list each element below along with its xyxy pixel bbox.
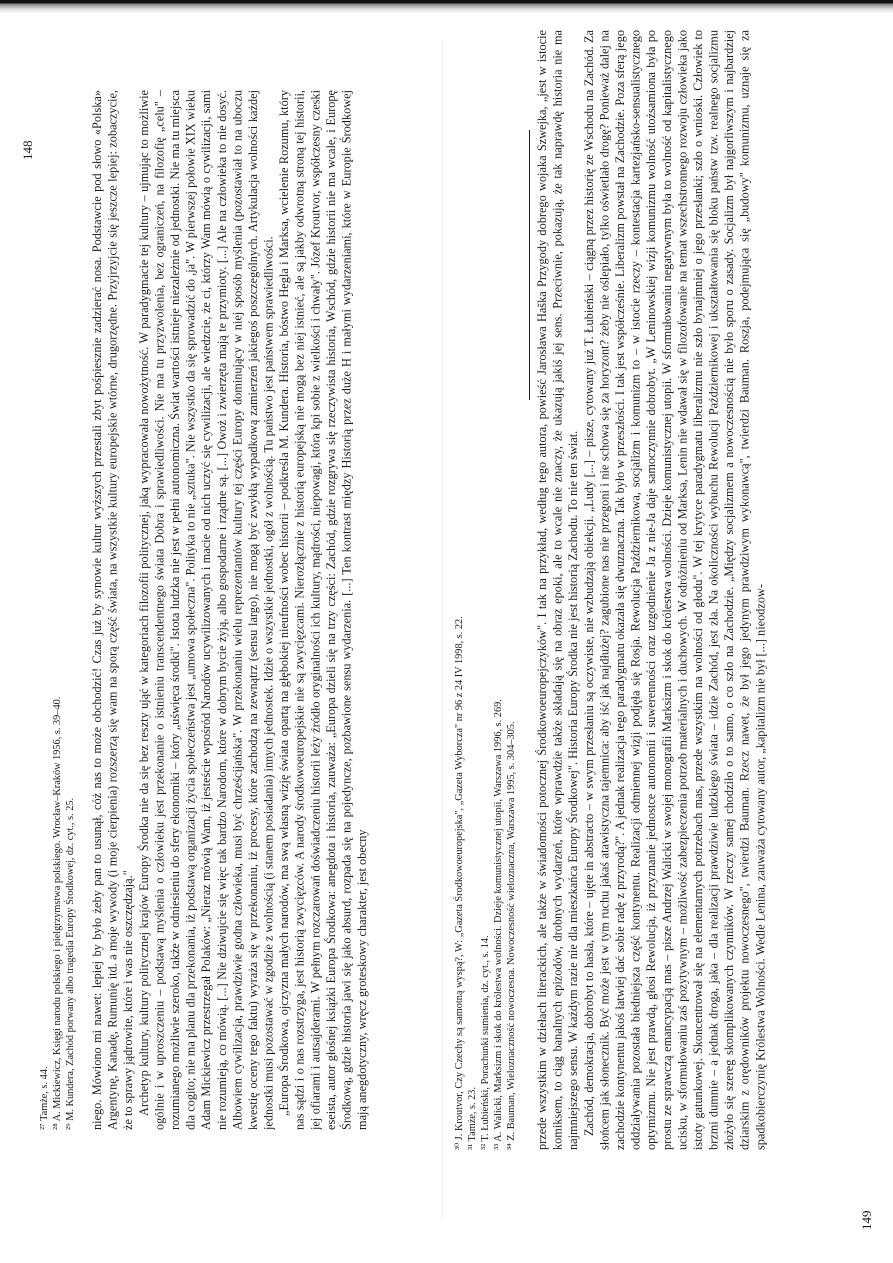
scan-top-edge [0,0,893,14]
paragraph: przede wszystkim w dziełach literackich, ale także w świadomości potocznej Środkowoeuropejczyków". I tak na przykład, według tego autora, powieść Jarosława Haška Przygody dobrego wojaka Szwejka, „jest w istocie komiksem, to ciąg banalnych epizodów, drobnych wydarzeń, które wprawdzie także składają się na obraz epoki, ale to wcale nie znaczy, że ukazują jakiś jej sens. Przeciwnie, pokazują, że tak naprawdę historia nie ma najmniejszego sensu. W każdym razie nie dla mieszkańca Europy Środkowej". Historia Europy Środka nie jest historią Zachodu. To nie ten świat. [535,30,581,1150]
footnote: ²⁷ Tamże, s. 44. [39,1066,50,1130]
right-page-body [535,30,855,1150]
page-number: 148 [20,140,35,160]
left-footnotes [38,90,84,1130]
footnote: ²⁹ M. Kundera, Zachód porwany albo tragedia Europy Środkowej, dz. cyt., s. 25. [65,797,76,1130]
left-page [20,90,445,1240]
footnote: ³⁰ J. Kroutvor, Czy Czechy są samotną wyspą?, W: „Gazeta Środkowoeuropejska", „Gazeta Wyborcza" nr 96 z 24 IV 1998, s. 22. [454,616,465,1150]
paragraph: niego. Mówiono mi nawet: lepiej by było żeby pan to usunął, cóż nas to może obchodzić! Czas już by synowie kultur wyższych przestali zbyt pośpiesznie zadzierać nosa. Podstawcie pod słowo «Polska» Argentynę, Kanadę, Rumunię itd. a moje wywody (i moje cierpienia) rozszerzą się wam na sporą część świata, na wszystkie kultury europejskie wtórne, drugorzędne. Przyjrzyjcie się jeszcze lepiej: zobaczycie, że to sprawy jądrowite, które i was nie oszczędzają." [90,90,136,1130]
left-page-body [90,90,390,1130]
paragraph: Archetyp kultury, kultury politycznej krajów Europy Środka nie da się bez reszty ująć w kategoriach filozofii politycznej, jaką wypracowała nowożytność. W paradygmacie tej kultury – ujmując to możliwie ogólnie i w uproszczeniu – podstawą myślenia o człowieku jest przekonanie o istnieniu transcendentnego świata Dobra i sprawiedliwości. Nie ma tu przyzwolenia, bez ograniczeń, na filozofię „celu" – rozumianego możliwie szeroko, także w odniesieniu do sfery ekonomiki – który „uświęca środki". Istota ludzka nie jest w pełni autonomiczna. Świat wartości istnieje niezależnie od jednostki. Nie ma tu miejsca dla cogito; nie ma planu dla przekonania, iż podstawą organizacji życia społeczeństwa jest „umowa społeczna". Polityka to nie „sztuka". Nie wszystko da się sprowadzić do ,ja". W pierwszej połowie XIX wieku Adam Mickiewicz przestrzegał Polaków: „Nieraz mówią Wam, iż jesteście wpośród Narodów ucywilizowanych i macie od nich uczyć się cywilizacji, ale wiedzcie, że ci, którzy Wam mówią o cywilizacji, sami nie rozumieją, co mówią. [...] Nie dziwujcie się więc tak bardzo Narodom, które w dobrym bycie żyją, albo gospodarne i rządne są. [...] Owoż i zwierzęta mają te przymioty. [...] Ale na człowieka to nie dosyć. Albowiem cywilizacja, prawdziwie godna człowieka, musi być chrześcijańska". W przekonaniu wielu reprezentantów kultury tej części Europy dominujący w niej sposób myślenia (pozostawiał to na uboczu kwestię oceny tego faktu) wyraża się w przekonaniu, iż procesy, które zachodzą na zewnątrz (sensu largo), nie mogą być zwykłą wypadkową zamierzeń jakiegoś poszczególnych. Artykulacja wolności każdej jednostki musi pozostawać w zgodzie z wolnością (i stanem posiadania) innych jednostek. Idzie o wszystkie jednostki, ogół z wolnością. Tu państwo jest państwem sprawiedliwości. [136,90,276,1130]
paragraph: „Europa Środkowa, ojczyzna małych narodów, ma swą własną wizję świata opartą na głębokiej nieufności wobec historii – podkreśla M. Kundera. Historia, bóstwo Hegla i Marksa, wcielenie Rozumu, który nas sądzi i o nas rozstrzyga, jest historią zwycięzców. A narody środkowoeuropejskie nie są zwycięzcami. Nierozłącznie z historią europejską nie mogą bez niej istnieć, ale są jakby odwrotną stroną tej historii, jej ofiarami i autsajderami. W pełnym rozczarowań doświadczeniu historii leży źródło oryginalności ich kultury, mądrości, niepowagi, która kpi sobie z wielkości i chwały". Józef Kroutvor, współczesny czeski eseista, autor głośnej książki Europa Środkowa: anegdota i historia, zauważa: „Europa dzieli się na trzy części: Zachód, gdzie rozgrywa się rzeczywista historia, Wschód, gdzie historii nie ma wcale, i Europę Środkową, gdzie historia jawi się jako absurd, rozpada się na pojedyncze, pozbawione sensu wydarzenia. [...] Ten kontrast między Historią przez duże H i małymi wydarzeniami, które w Europie Środkowej mają anegdotyczny, wręcz groteskowy charakter, jest obecny [277,90,370,1130]
page-number: 149 [859,1210,874,1230]
footnote-rule [529,130,530,400]
footnote: ³³ A. Walicki, Marksizm i skok do królestwa wolności. Dzieje komunistycznej utopii, Warszawa 1996, s. 269. [493,699,504,1150]
footnote: ³⁴ Z. Bauman, Wieloznaczność nowoczesna. Nowoczesność wieloznaczna, Warszawa 1995, s. 304–305. [506,721,517,1150]
right-page [450,30,875,1240]
right-footnotes [453,30,525,1150]
footnote: ²⁸ A. Mickiewicz, Księgi narodu polskiego i pielgrzymstwa polskiego. Wrocław–Kraków 1956, s. 39–40. [52,696,63,1130]
footnote: ³² T. Łubieński, Porachunki sumienia, dz. cyt., s. 14. [480,935,491,1150]
footnote: ³¹ Tamże, s. 23. [467,1086,478,1150]
paragraph: Zachód, demokracja, dobrobyt to hasła, które – ujęte in abstracto – w swym przesłaniu są oczywiste, nie wzbudzają obiekcji. „Ludy [...] – pisze, cytowany już T. Łubieński – ciągną przez historię ze Wschodu na Zachód. Za słońcem jak słonecznik. Być może jest w tym ruchu jakaś atawistyczna tajemnica: aby iść jak najdłużej? zagubione nas nie przegoni i nie schowa się za horyzont? żeby nie oślepiało, tylko oświetlało drogę? Ponieważ dalej na zachodzie kontynentu jakoś łatwiej dać sobie radę z przyrodą?". A jednak realizacja tego paradygmatu okazała się dwuznaczna. Tak było w przeszłości. I tak jest współcześnie. Liberalizm powstał na Zachodzie. Poza sferą jego oddziaływania pozostała biedniejsza część kontynentu. Realizacji odmiennej wizji podjęła się Rosja. Rewolucja Październikowa, socjalizm i komunizm to – w istocie rzeczy – kontestacja kartezjańsko-sensualistycznego optymizmu. Nie jest prawdą, głosi Rewolucja, iż przyznanie jednostce autonomii i suwerenności oraz uzgodnienie Ja z nie-Ja daje samoczynnie dobrobyt. „W Leninowskiej wizji komunizmu wolność utożsamiona była po prostu ze sprawczą emancypacją mas – pisze Andrzej Walicki w swojej monografii Marksizm i skok do królestwa wolności. Dzieje komunistycznej utopii. W sformułowaniu negatywnym była to wolność od kapitalistycznego ucisku, w sformułowaniu zaś pozytywnym – możliwość zabezpieczenia potrzeb materialnych i duchowych. W odróżnieniu od Marksa, Lenin nie wdawał się w filozofowanie na temat wszechstronnego rozwoju człowieka jako istoty gatunkowej. Skoncentrował się na elementarnych potrzebach mas, przede wszystkim na wolności od głodu". W tej krytyce paradygmatu liberalizmu nie szło bynajmniej o jego przesłanki; szło o wnioski. Człowiek to brzmi dumnie – a jednak droga, jaka – dla realizacji prawdziwie ludzkiego świata – idzie Zachód, jest zła. Na okoliczności wybuchu Rewolucji Październikowej i ukształtowania się bloku państw tzw. realnego socjalizmu złożyło się szereg skomplikowanych czynników. W rzeczy samej chodziło o to samo, o co szło na Zachodzie. „Między socjalizmem a nowoczesnością nie było sporu o zasady. Socjalizm był najgorliwszym i najbardziej dziarskim z orędowników projektu nowoczesnego", twierdzi Bauman. Rzecz nawet, że był jego jedynym prawdziwym wykonawcą", twierdzi Bauman. Roszja, podejmująca się „budowy" komunizmu, uznaje się za spadkobierczynię Królestwa Wolności. Wedle Lenina, zauważa cytowany autor, „kapitalizm nie był [...] nieodzow- [581,30,768,1150]
